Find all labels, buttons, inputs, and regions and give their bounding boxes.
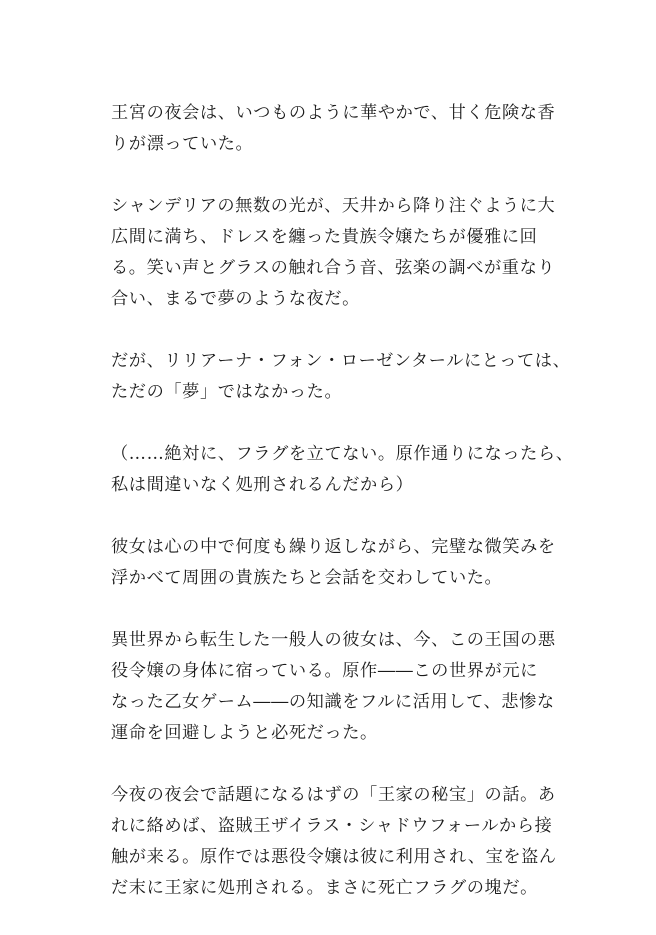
text-line: ただの「夢」ではなかった。 [111, 382, 343, 402]
text-line: だ末に王家に処刑される。まさに死亡フラグの塊だ。 [111, 878, 538, 898]
paragraph-5 [111, 532, 556, 594]
story-text [111, 98, 574, 935]
text-line: （……絶対に、フラグを立てない。原作通りになったら、 [111, 444, 574, 464]
text-line: なった乙女ゲーム――の知識をフルに活用して、悲惨な [111, 692, 555, 712]
text-line: 王宮の夜会は、いつものように華やかで、甘く危険な香 [111, 103, 556, 123]
text-line: 彼女は心の中で何度も繰り返しながら、完璧な微笑みを [111, 537, 556, 557]
text-line: 今夜の夜会で話題になるはずの「王家の秘宝」の話。あ [111, 785, 556, 805]
text-line: 役令嬢の身体に宿っている。原作――この世界が元に [111, 661, 538, 681]
text-line: 私は間違いなく処刑されるんだから） [111, 475, 414, 495]
text-line: 広間に満ち、ドレスを纏った貴族令嬢たちが優雅に回 [111, 227, 538, 247]
paragraph-3 [111, 346, 571, 408]
text-line: れに絡めば、盗賊王ザイラス・シャドウフォールから接 [111, 816, 553, 836]
text-line: 合い、まるで夢のような夜だ。 [111, 289, 360, 309]
paragraph-2 [111, 191, 556, 315]
paragraph-1 [111, 98, 556, 160]
text-line: る。笑い声とグラスの触れ合う音、弦楽の調べが重なり [111, 258, 556, 278]
paragraph-4 [111, 439, 574, 501]
text-line: 触が来る。原作では悪役令嬢は彼に利用され、宝を盗ん [111, 847, 557, 867]
text-line: りが漂っていた。 [111, 134, 254, 154]
paragraph-7 [111, 780, 557, 904]
text-line: シャンデリアの無数の光が、天井から降り注ぐように大 [111, 196, 556, 216]
text-line: 異世界から転生した一般人の彼女は、今、この王国の悪 [111, 630, 556, 650]
text-line: 運命を回避しようと必死だった。 [111, 723, 378, 743]
text-line: 浮かべて周囲の貴族たちと会話を交わしていた。 [111, 568, 503, 588]
paragraph-6 [111, 625, 556, 749]
text-line: だが、リリアーナ・フォン・ローゼンタールにとっては、 [111, 351, 571, 371]
